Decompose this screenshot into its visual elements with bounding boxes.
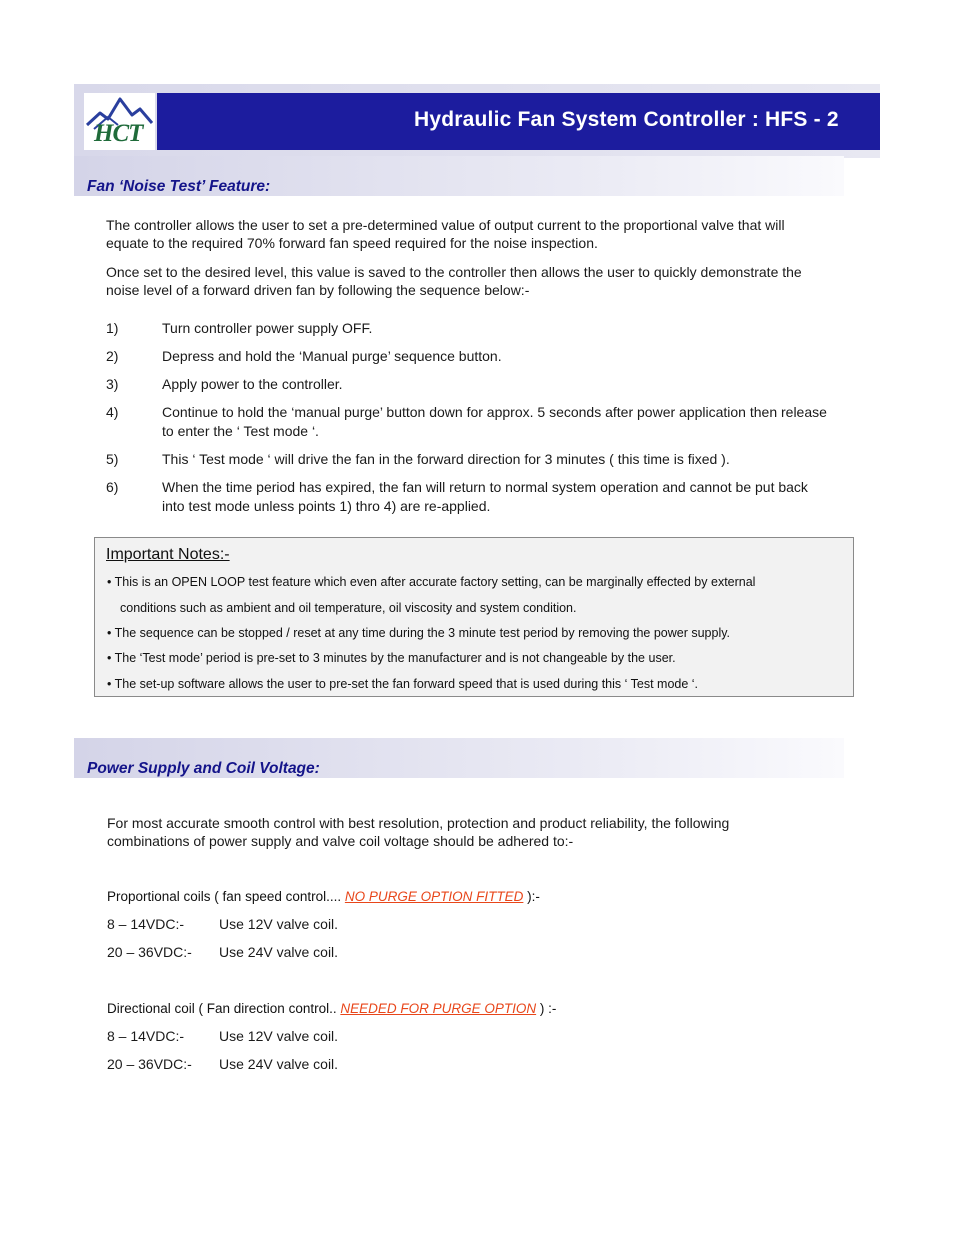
coil-recommendation: Use 12V valve coil. [219, 1028, 339, 1044]
step-number: 1) [106, 320, 119, 336]
step-text: Turn controller power supply OFF. [162, 320, 373, 336]
voltage-range: 20 – 36VDC:- [107, 944, 192, 960]
noise-sequence-paragraph: Once set to the desired level, this value is saved to the controller then allows the user to quickly demonstrate the noise level of a forward driven fan by following the sequence below:- [106, 264, 802, 298]
voltage-range: 20 – 36VDC:- [107, 1056, 192, 1072]
directional-coil-heading [107, 1001, 556, 1016]
voltage-range: 8 – 14VDC:- [107, 916, 185, 932]
note-line: • The sequence can be stopped / reset at any time during the 3 minute test period by removing the power supply. [107, 626, 731, 640]
section-title-power: Power Supply and Coil Voltage: [87, 760, 320, 777]
note-line: • This is an OPEN LOOP test feature which even after accurate factory setting, can be marginally effected by external [107, 575, 756, 589]
voltage-range: 8 – 14VDC:- [107, 1028, 185, 1044]
hct-logo [84, 93, 155, 150]
coil-recommendation: Use 24V valve coil. [219, 1056, 339, 1072]
step-number: 5) [106, 451, 119, 467]
purge-needed-warning: NEEDED FOR PURGE OPTION [340, 1001, 537, 1016]
note-line: • The ‘Test mode’ period is pre-set to 3 minutes by the manufacturer and is not changeable by the user. [107, 651, 676, 665]
step-text: Apply power to the controller. [162, 376, 343, 392]
power-intro-paragraph: For most accurate smooth control with best resolution, protection and product reliability, the following combinations of power supply and valve coil voltage should be adhered to:- [107, 815, 730, 849]
no-purge-warning: NO PURGE OPTION FITTED [344, 889, 524, 904]
directional-prefix: Directional coil ( Fan direction control.. [107, 1001, 341, 1016]
notes-heading: Important Notes:- [106, 546, 230, 563]
step-number: 2) [106, 348, 119, 364]
step-number: 6) [106, 479, 119, 495]
section-title-noise: Fan ‘Noise Test’ Feature: [87, 178, 271, 195]
proportional-suffix: ):- [523, 889, 540, 904]
step-number: 4) [106, 404, 119, 420]
coil-recommendation: Use 12V valve coil. [219, 916, 339, 932]
directional-suffix: ) :- [536, 1001, 557, 1016]
noise-intro-paragraph: The controller allows the user to set a pre-determined value of output current to the proportional valve that will equate to the required 70% forward fan speed required for the noise inspection. [106, 217, 785, 251]
step-text: Continue to hold the ‘manual purge’ button down for approx. 5 seconds after power application then release to enter the ‘ Test mode ‘. [162, 404, 827, 439]
note-line: conditions such as ambient and oil temperature, oil viscosity and system condition. [120, 601, 577, 615]
step-text: Depress and hold the ‘Manual purge’ sequence button. [162, 348, 502, 364]
proportional-prefix: Proportional coils ( fan speed control.... [107, 889, 345, 904]
logo-text: HCT [94, 120, 143, 147]
proportional-coils-heading [107, 889, 540, 904]
step-number: 3) [106, 376, 119, 392]
note-line: • The set-up software allows the user to pre-set the fan forward speed that is used during this ‘ Test mode ‘. [107, 677, 699, 691]
step-text: When the time period has expired, the fan will return to normal system operation and cannot be put back into test mode unless points 1) thro 4) are re-applied. [162, 479, 808, 514]
coil-recommendation: Use 24V valve coil. [219, 944, 339, 960]
page-title: Hydraulic Fan System Controller : HFS - 2 [414, 108, 839, 131]
step-text: This ‘ Test mode ‘ will drive the fan in the forward direction for 3 minutes ( this time is fixed ). [162, 451, 730, 467]
